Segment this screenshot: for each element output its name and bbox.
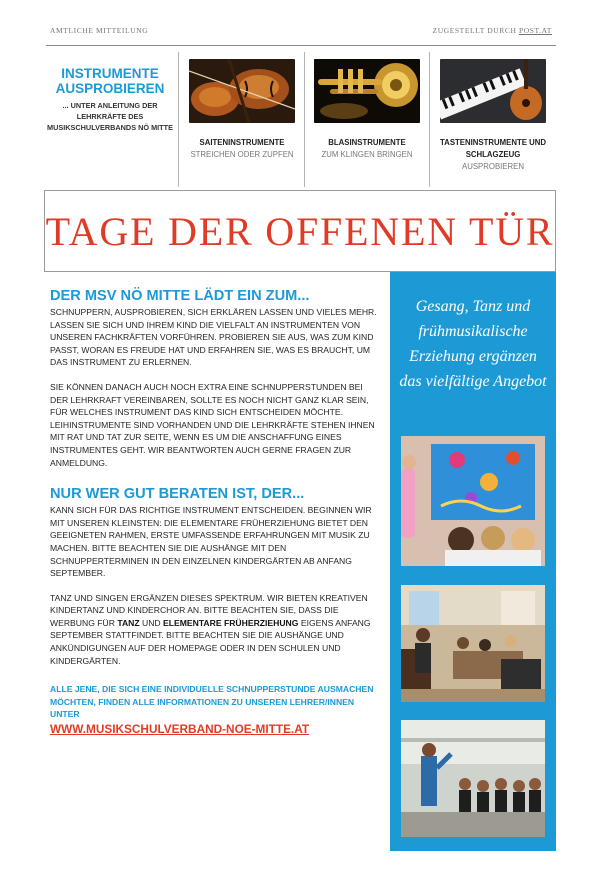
divider (178, 52, 179, 187)
website-link[interactable]: WWW.MUSIKSCHULVERBAND-NOE-MITTE.AT (50, 722, 310, 737)
keyboard-guitar-icon (440, 59, 546, 123)
sidebar-quote: Gesang, Tanz und frühmusikalische Erziehung ergänzen das vielfältige Angebot (399, 298, 547, 390)
section-advice (50, 485, 382, 667)
category-name: BLASINSTRUMENTE (328, 138, 406, 147)
header-bar (46, 24, 556, 46)
category-desc: STREICHEN ODER ZUPFEN (190, 150, 294, 159)
bold-early-education: ELEMENTARE FRÜHERZIEHUNG (163, 617, 299, 628)
section-invitation (50, 287, 382, 469)
paragraph: KANN SICH FÜR DAS RICHTIGE INSTRUMENT ENTSCHEIDEN. BEGINNEN WIR MIT UNSEREN KLEINSTEN: DIE ELEMENTARE FRÜHERZIEHUNG BIETET DEN GEEIGNETEN RAHMEN, ERSTE UMFASSENDE ERFAHRUNGEN MIT MUSIK ZU MACHEN. BITTE BEACHTEN SIE DIE AUSHÄNGE MIT DEN SCHNUPPERTERMINEN IN DEN EINZELNEN KINDERGÄRTEN AB ANFANG SEPTEMBER. (50, 505, 372, 579)
section-heading: NUR WER GUT BERATEN IST, DER... (50, 486, 305, 503)
intro-title: INSTRUMENTE AUSPROBIEREN (55, 66, 165, 96)
paragraph: SIE KÖNNEN DANACH AUCH NOCH EXTRA EINE SCHNUPPERSTUNDEN BEI DER LEHRKRAFT VEREINBAREN, SOLLTE ES NOCH NICHT GANZ KLAR SEIN, FÜR WELCHES INSTRUMENT DAS KIND SICH ENTSCHEIDEN MÖCHTE. LEIHINSTRUMENTE SIND VORHANDEN UND DIE LEHRKRÄFTE STEHEN IHNEN MIT RAT UND TAT ZUR SEITE, WENN ES UM DIE ANSCHAFFUNG EINES INSTRUMENTES GEHT. WIR BEANTWORTEN AUCH GERNE FRAGEN ZUR ANMELDUNG. (50, 381, 375, 468)
photo-choir (401, 720, 545, 837)
sidebar-panel (390, 272, 556, 851)
title-banner (44, 190, 556, 272)
paragraph: TANZ UND SINGEN ERGÄNZEN DIESES SPEKTRUM. WIR BIETEN KREATIVEN KINDERTANZ UND KINDERCHOR AN. BITTE BEACHTEN SIE, DASS DIE WERBUNG FÜR TANZ UND ELEMENTARE FRÜHERZIEHUNG EIGENS ANFANG SEPTEMBER STATTFINDET. BITTE BEACHTEN SIE DIE AUSHÄNGE UND ANKÜNDIGUNGEN AUF DER HOMEPAGE ODER IN DEN SCHULEN UND KINDERGÄRTEN. (50, 592, 371, 666)
main-content (50, 287, 382, 736)
category-strings (182, 56, 302, 161)
section-heading: DER MSV NÖ MITTE LÄDT EIN ZUM... (50, 288, 310, 304)
delivery-note: ZUGESTELLT DURCH POST.AT (432, 26, 552, 35)
post-link[interactable]: POST.AT (518, 26, 552, 35)
intro-box (44, 66, 176, 133)
violin-icon (189, 59, 295, 123)
cta-text: ALLE JENE, DIE SICH EINE INDIVIDUELLE SCHNUPPERSTUNDE AUSMACHEN MÖCHTEN, FINDEN ALLE INFORMATIONEN ZU UNSEREN LEHRER/INNEN UNTER (50, 684, 374, 720)
divider (304, 52, 305, 187)
divider (429, 52, 430, 187)
strings-photo (189, 59, 295, 123)
brass-photo (314, 59, 420, 123)
trumpet-icon (314, 59, 420, 123)
photo-kids-dance (401, 436, 545, 566)
category-brass (307, 56, 427, 161)
photo-music-class (401, 585, 545, 702)
category-keys (433, 56, 553, 173)
bold-dance: TANZ (117, 617, 140, 628)
official-notice-label: AMTLICHE MITTEILUNG (50, 26, 149, 35)
category-desc: AUSPROBIEREN (462, 162, 524, 171)
page-title: TAGE DER OFFENEN TÜR (45, 208, 555, 254)
keys-photo (440, 59, 546, 123)
paragraph: SCHNUPPERN, AUSPROBIEREN, SICH ERKLÄREN LASSEN UND VIELES MEHR. LASSEN SIE SICH UND IHREM KIND DIE VIELFALT AN INSTRUMENTEN VON UNSEREN FACHKRÄFTEN VORFÜHREN. PROBIEREN SIE AUS, WAS ZUM KIND PASST, WORAN ES FREUDE HAT UND ERFAHREN SIE, WAS ES BRAUCHT, UM DAS INSTRUMENT ZU ERLERNEN. (50, 307, 377, 368)
category-name: TASTENINSTRUMENTE UND SCHLAGZEUG (440, 138, 546, 159)
call-to-action (50, 683, 382, 736)
intro-subtitle: ... UNTER ANLEITUNG DER LEHRKRÄFTE DES MUSIKSCHULVERBANDS NÖ MITTE (47, 101, 173, 132)
category-name: SAITENINSTRUMENTE (199, 138, 285, 147)
category-desc: ZUM KLINGEN BRINGEN (321, 150, 413, 159)
